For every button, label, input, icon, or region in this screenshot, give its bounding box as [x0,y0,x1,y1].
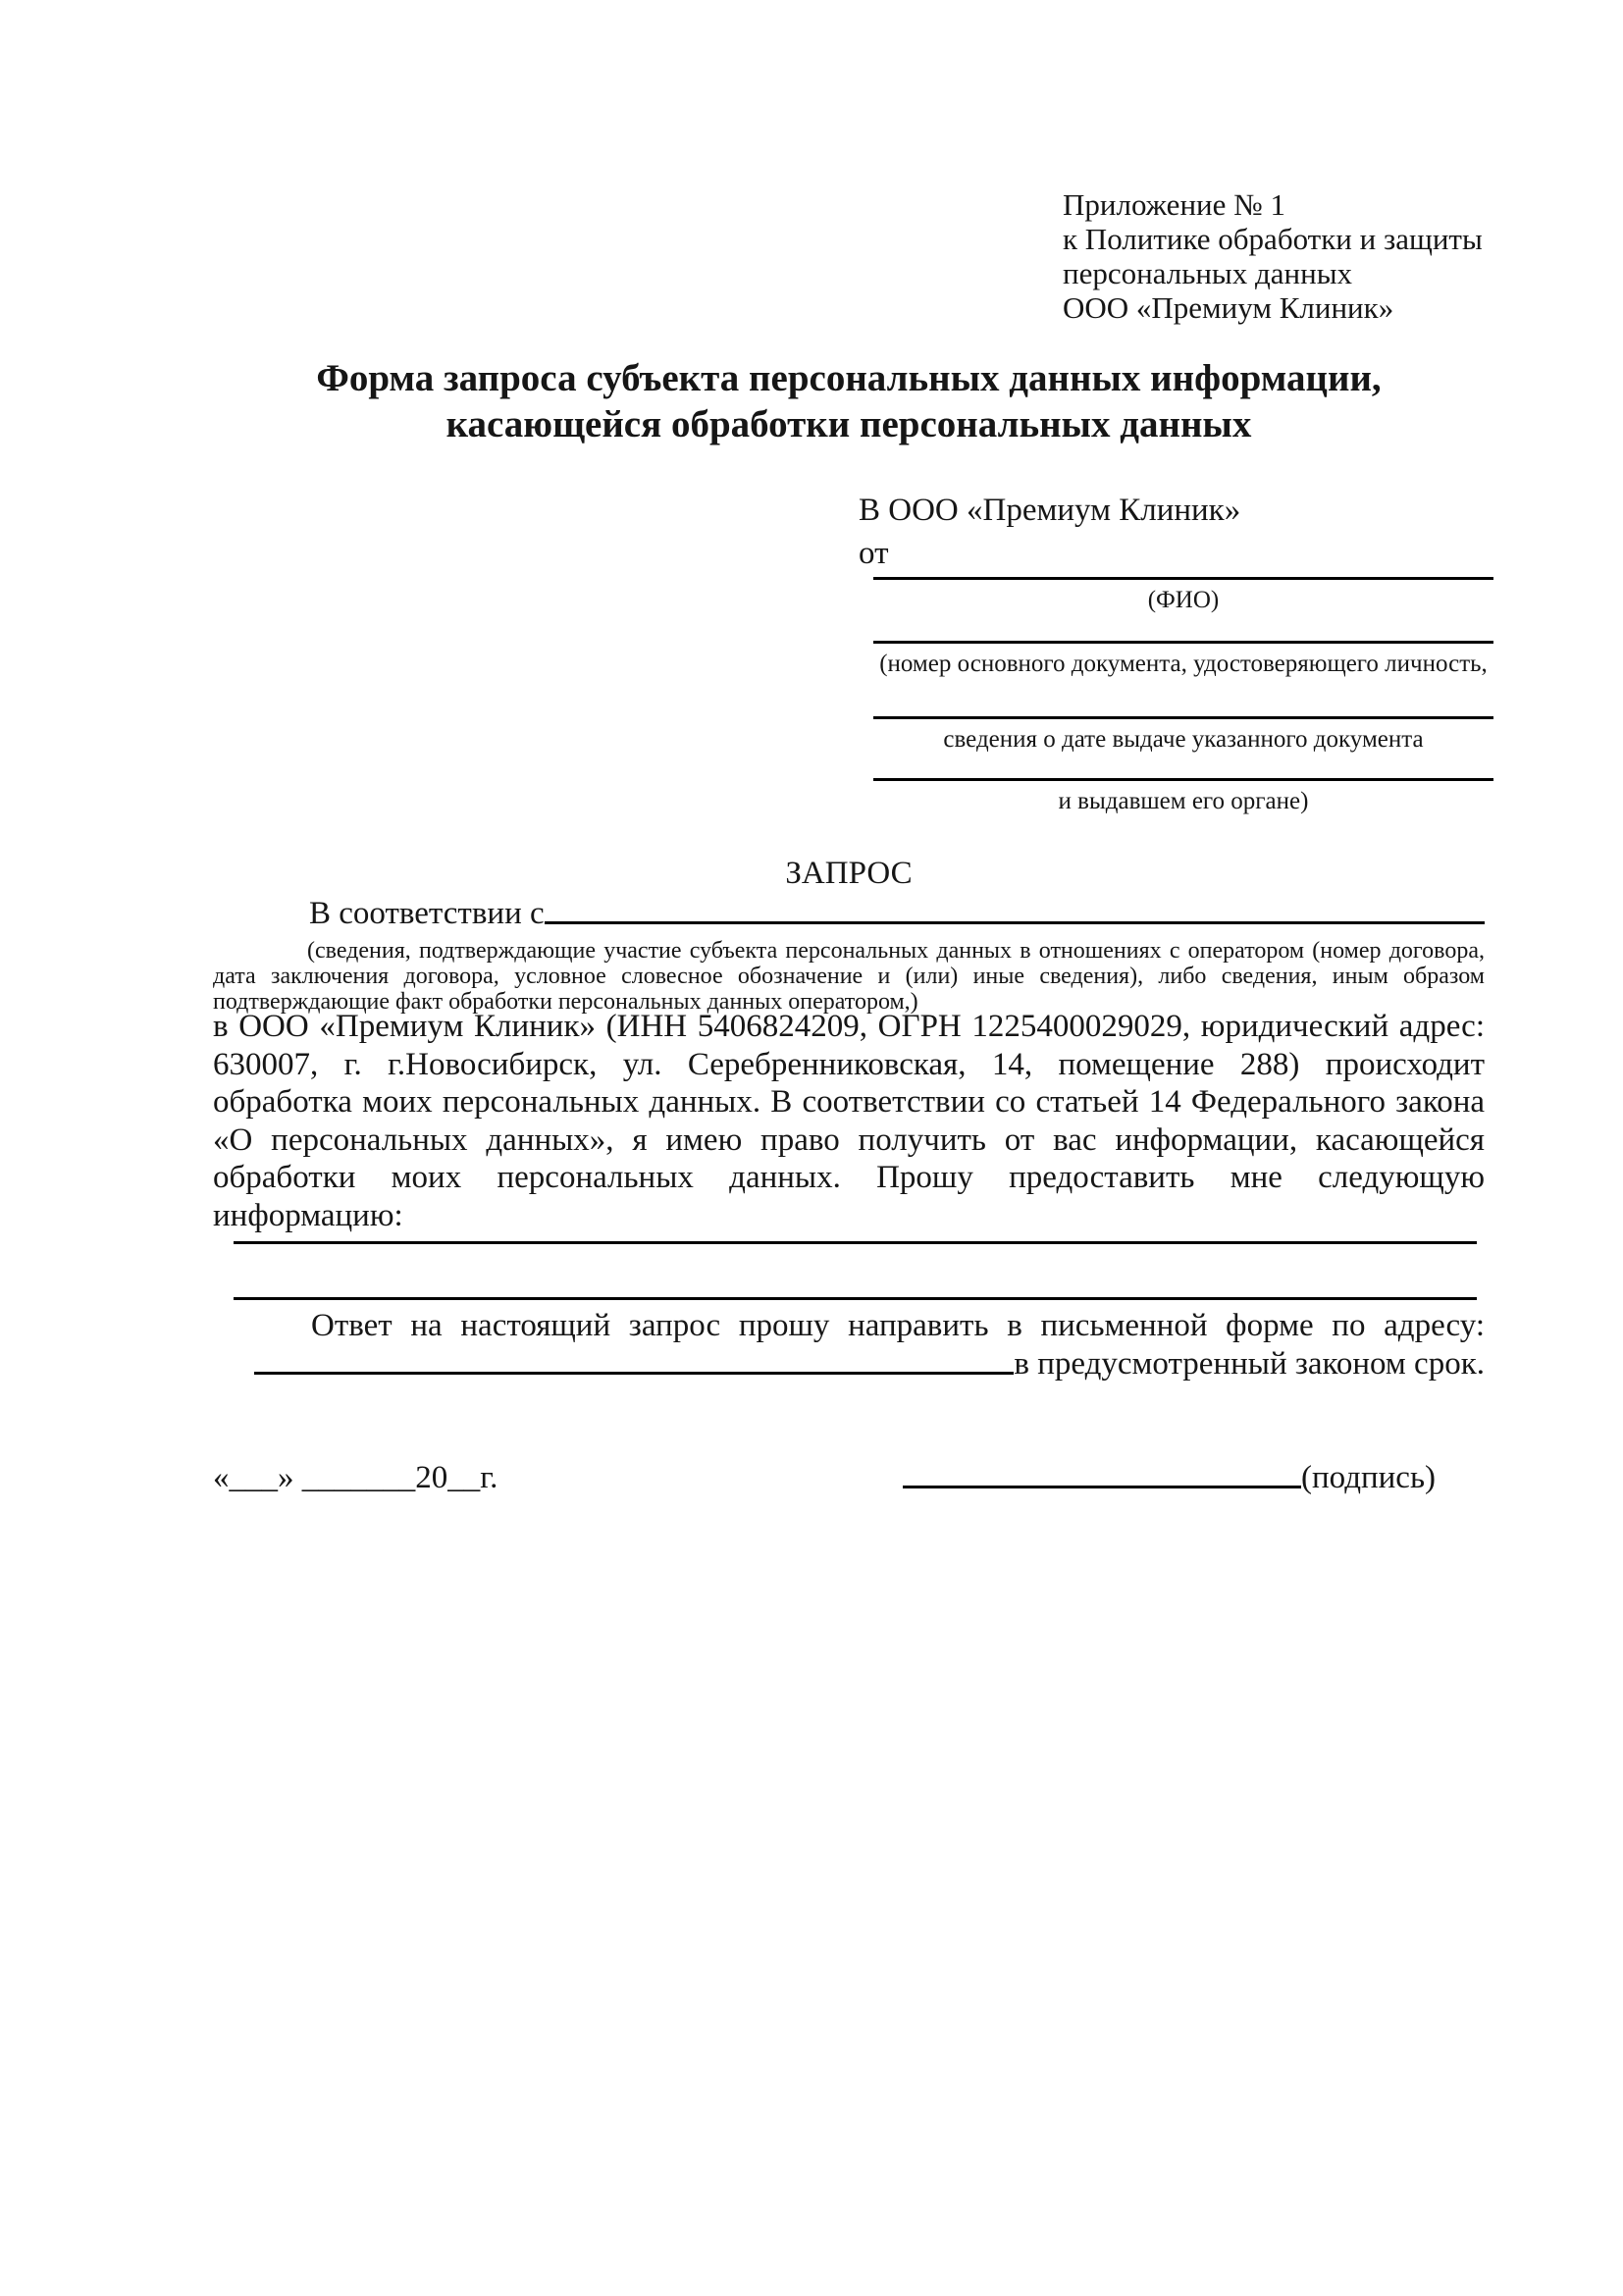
document-number-field [873,641,1493,677]
document-title-line: касающейся обработки персональных данных [445,403,1252,445]
date-template[interactable]: «___» _______20__г. [213,1460,498,1495]
fio-caption: (ФИО) [1147,587,1220,613]
basis-blank-line[interactable] [545,921,1485,924]
signature-blank-line[interactable] [903,1486,1301,1488]
issuing-authority-caption: и выдавшем его органе) [1058,788,1309,814]
signature-area [903,1459,1436,1496]
address-row [213,1345,1485,1383]
appendix-line: к Политике обработки и защиты [1063,222,1483,256]
basis-row [213,895,1485,932]
request-body: в ООО «Премиум Клиник» (ИНН 5406824209, ОГРН 1225400029029, юридический адрес: 630007, г. г.Новосибирск, ул. Серебренниковская, 14, помещение 288) происходит обработка моих персональных данных. В соответствии со статьей 14 Федерального закона «О персональных данных», я имею право получить от вас информации, касающейся обработки моих персональных данных. Прошу предоставить мне следующую информацию: [213,1009,1485,1233]
from-label: от [859,536,889,571]
address-blank-line[interactable] [254,1372,1014,1375]
document-number-caption: (номер основного документа, удостоверяющего личность, [879,651,1488,677]
document-title-line: Форма запроса субъекта персональных данных информации, [316,357,1382,399]
issuing-authority-field [873,778,1493,814]
recipient-line: В ООО «Премиум Клиник» [859,493,1241,528]
basis-prefix: В соответствии с [309,896,545,931]
information-blank-line[interactable] [234,1241,1477,1244]
issue-date-blank-line[interactable] [873,716,1493,719]
request-heading: ЗАПРОС [785,856,913,891]
deadline-suffix: в предусмотренный законом срок. [1014,1346,1485,1382]
issue-date-field [873,716,1493,753]
issuing-authority-blank-line[interactable] [873,778,1493,781]
signature-caption: (подпись) [1301,1460,1436,1495]
appendix-line: ООО «Премиум Клиник» [1063,290,1394,325]
addressee-block [859,489,1240,575]
appendix-block [1063,187,1483,325]
information-blank-line[interactable] [234,1297,1477,1300]
document-title [213,355,1485,447]
appendix-line: Приложение № 1 [1063,187,1285,222]
fio-field [873,577,1493,613]
appendix-line: персональных данных [1063,256,1353,290]
basis-note: (сведения, подтверждающие участие субъекта персональных данных в отношениях с оператором (номер договора, дата заключения договора, условное словесное обозначение и (или) иные сведения), либо сведения, иным образом подтверждающие факт обработки персональных данных оператором,) [213,938,1485,1015]
issue-date-caption: сведения о дате выдаче указанного документа [943,726,1424,753]
signature-row [213,1459,1485,1496]
document-number-blank-line[interactable] [873,641,1493,644]
fio-blank-line[interactable] [873,577,1493,580]
answer-paragraph: Ответ на настоящий запрос прошу направить в письменной форме по адресу: [311,1308,1485,1343]
